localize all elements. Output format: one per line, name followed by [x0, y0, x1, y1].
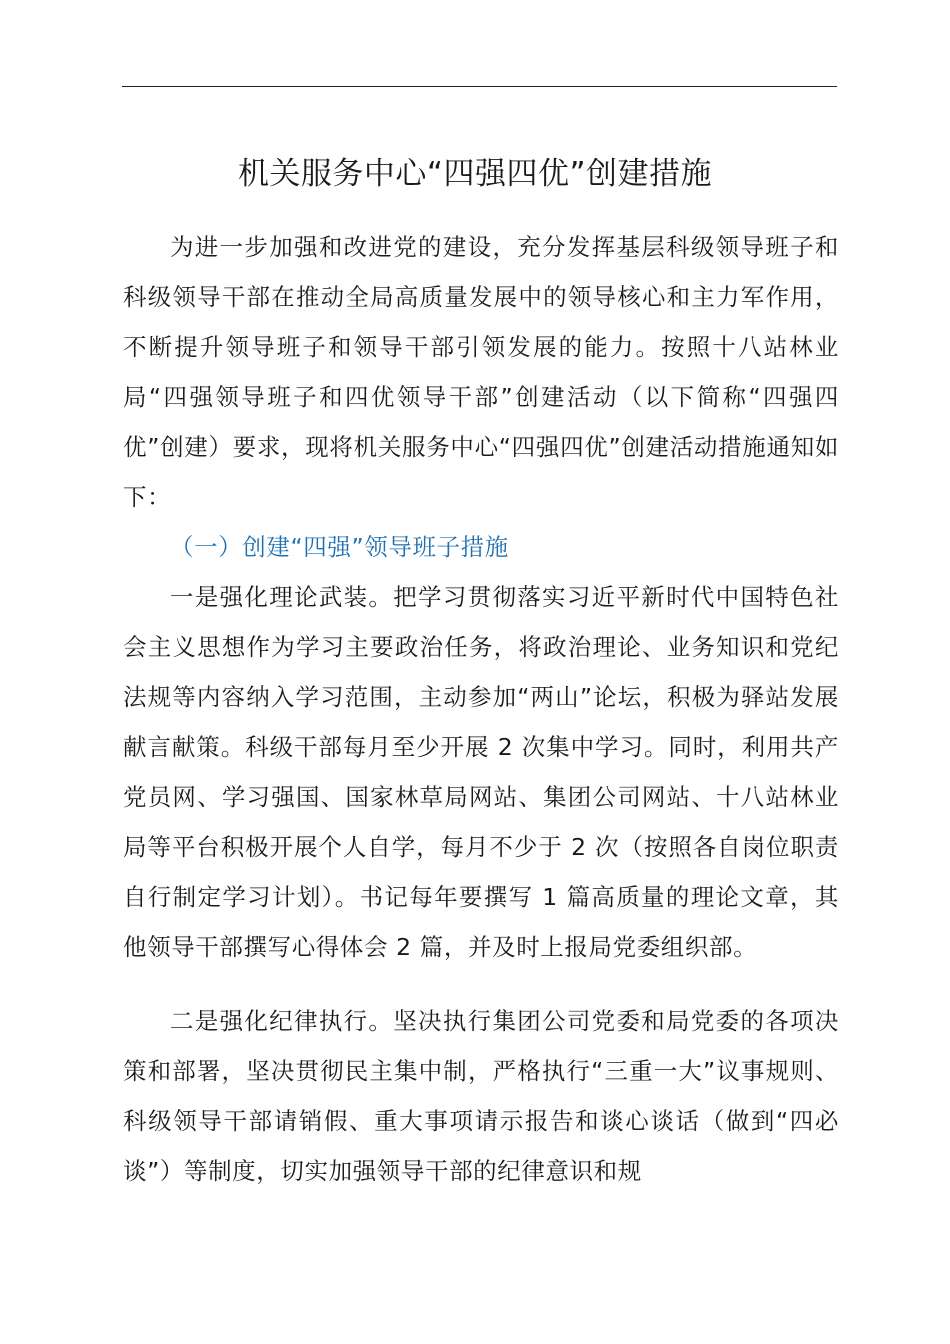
measure-paragraph-2: 二是强化纪律执行。坚决执行集团公司党委和局党委的各项决策和部署，坚决贯彻民主集中制，严格执行“三重一大”议事规则、科级领导干部请销假、重大事项请示报告和谈心谈话（做到“四必谈”）等制度，切实加强领导干部的纪律意识和规	[123, 1007, 839, 1185]
intro-paragraph: 为进一步加强和改进党的建设，充分发挥基层科级领导班子和科级领导干部在推动全局高质量发展中的领导核心和主力军作用，不断提升领导班子和领导干部引领发展的能力。按照十八站林业局“四强领导班子和四优领导干部”创建活动（以下简称“四强四优”创建）要求，现将机关服务中心“四强四优”创建活动措施通知如下：	[123, 233, 839, 511]
document-title: 机关服务中心“四强四优”创建措施	[237, 156, 713, 192]
section-heading: （一）创建“四强”领导班子措施	[170, 533, 509, 561]
measure-paragraph-1: 一是强化理论武装。把学习贯彻落实习近平新时代中国特色社会主义思想作为学习主要政治任务，将政治理论、业务知识和党纪法规等内容纳入学习范围，主动参加“两山”论坛，积极为驿站发展献言献策。科级干部每月至少开展 2 次集中学习。同时，利用共产党员网、学习强国、国家林草局网站、集团公司网站、十八站林业局等平台积极开展个人自学，每月不少于 2 次（按照各自岗位职责自行制定学习计划）。书记每年要撰写 1 篇高质量的理论文章，其他领导干部撰写心得体会 2 篇，并及时上报局党委组织部。	[123, 583, 839, 961]
header-rule	[122, 86, 837, 87]
document-body	[123, 222, 839, 1196]
